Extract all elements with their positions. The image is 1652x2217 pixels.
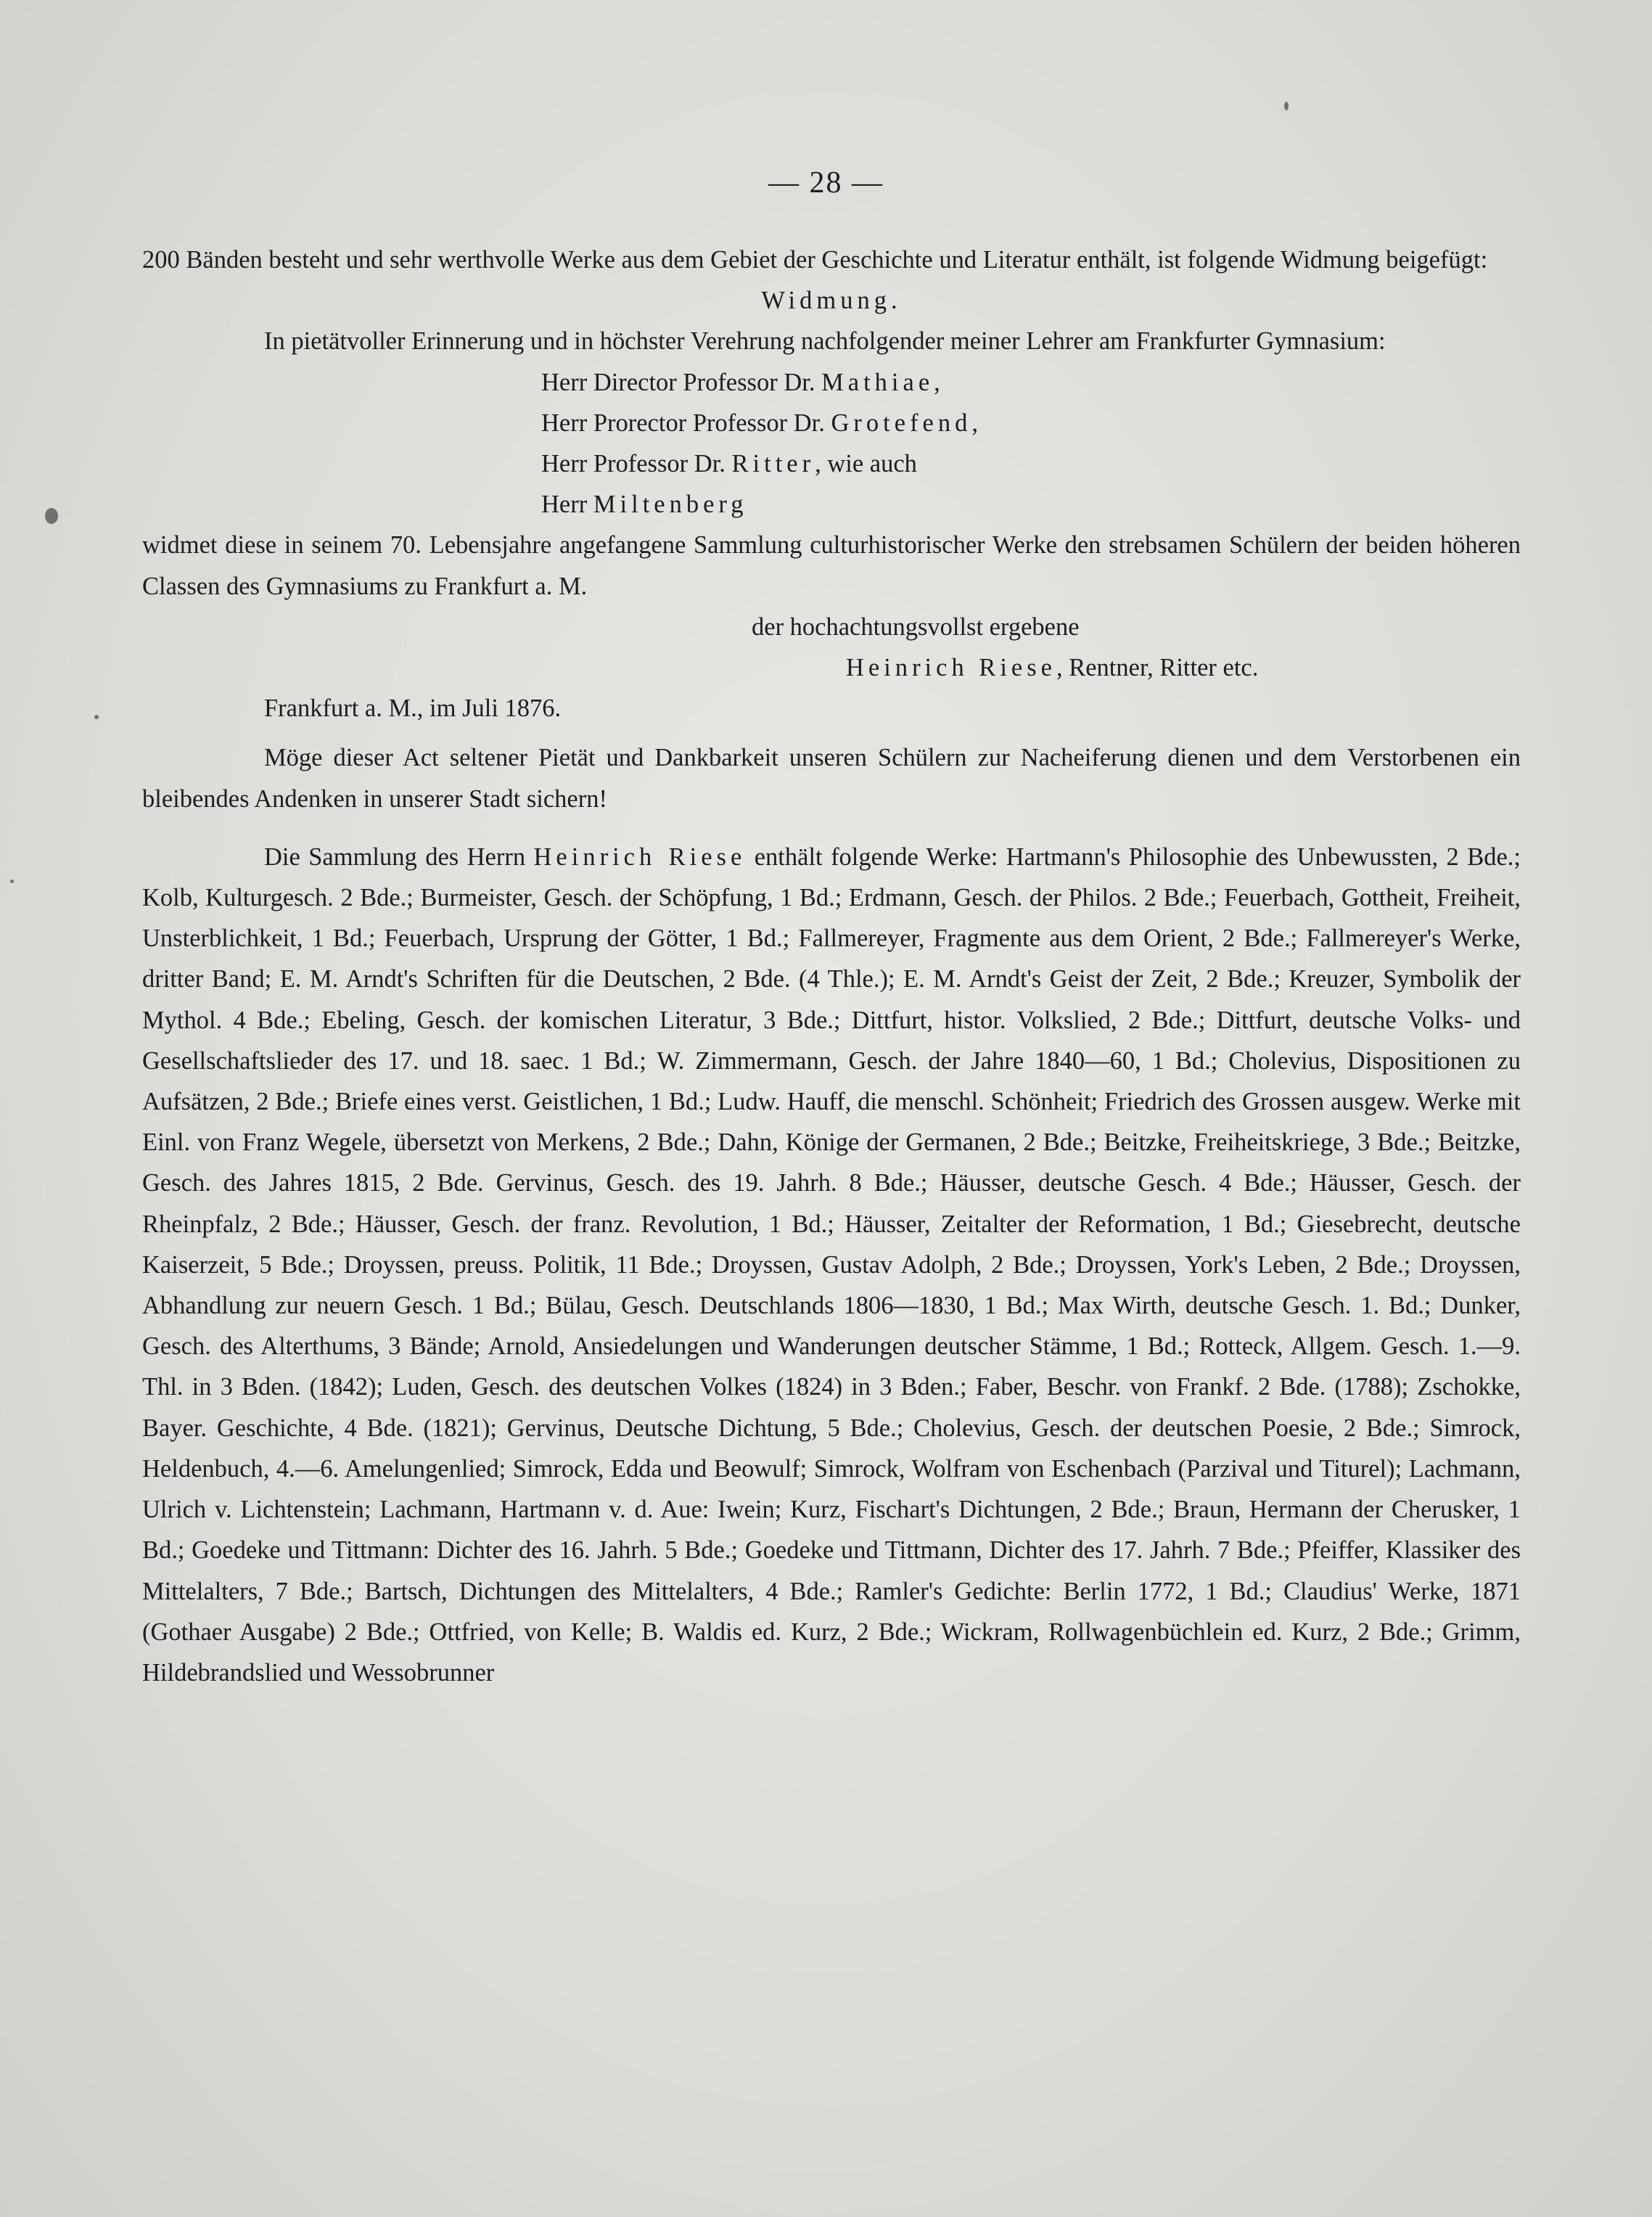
page-text [142,239,1521,1693]
page-number: — 28 — [768,166,884,200]
teacher-name: Miltenberg [593,491,748,519]
scan-speck [1284,102,1289,110]
collection-paragraph: Die Sammlung des Herrn Heinrich Riese enthält folgende Werke: Hartmann's Philosophie des Unbewussten, 2 Bde.; Kolb, Kulturgesch. 2 Bde.; Burmeister, Gesch. der Schöpfung, 1 Bd.; Erdmann, Gesch. der Philos. 2 Bde.; Feuerbach, Gottheit, Freiheit, Unsterblichkeit, 1 Bd.; Feuerbach, Ursprung der Götter, 1 Bd.; Fallmereyer, Fragmente aus dem Orient, 2 Bde.; Fallmereyer's Werke, dritter Band; E. M. Arndt's Schriften für die Deutschen, 2 Bde. (4 Thle.); E. M. Arndt's Geist der Zeit, 2 Bde.; Kreuzer, Symbolik der Mythol. 4 Bde.; Ebeling, Gesch. der komischen Literatur, 3 Bde.; Dittfurt, histor. Volkslied, 2 Bde.; Dittfurt, deutsche Volks- und Gesellschaftslieder des 17. und 18. saec. 1 Bd.; W. Zimmermann, Gesch. der Jahre 1840—60, 1 Bd.; Cholevius, Dispositionen zu Aufsätzen, 2 Bde.; Briefe eines verst. Geistlichen, 1 Bd.; Ludw. Hauff, die menschl. Schönheit; Friedrich des Grossen ausgew. Werke mit Einl. von Franz Wegele, übersetzt von Merkens, 2 Bde.; Dahn, Könige der Germanen, 2 Bde.; Beitzke, Freiheitskriege, 3 Bde.; Beitzke, Gesch. des Jahres 1815, 2 Bde. Gervinus, Gesch. des 19. Jahrh. 8 Bde.; Häusser, deutsche Gesch. 4 Bde.; Häusser, Gesch. der Rheinpfalz, 2 Bde.; Häusser, Gesch. der franz. Revolution, 1 Bd.; Häusser, Zeitalter der Reformation, 1 Bd.; Giesebrecht, deutsche Kaiserzeit, 5 Bde.; Droyssen, preuss. Politik, 11 Bde.; Droyssen, Gustav Adolph, 2 Bde.; Droyssen, York's Leben, 2 Bde.; Droyssen, Abhandlung zur neuern Gesch. 1 Bd.; Bülau, Gesch. Deutschlands 1806—1830, 1 Bd.; Max Wirth, deutsche Gesch. 1. Bd.; Dunker, Gesch. des Alterthums, 3 Bände; Arnold, Ansiedelungen und Wanderungen deutscher Stämme, 1 Bd.; Rotteck, Allgem. Gesch. 1.—9. Thl. in 3 Bden. (1842); Luden, Gesch. des deutschen Volkes (1824) in 3 Bden.; Faber, Beschr. von Frankf. 2 Bde. (1788); Zschokke, Bayer. Geschichte, 4 Bde. (1821); Gervinus, Deutsche Dichtung, 5 Bde.; Cholevius, Gesch. der deutschen Poesie, 2 Bde.; Simrock, Heldenbuch, 4.—6. Amelungenlied; Simrock, Edda und Beowulf; Simrock, Wolfram von Eschenbach (Parzival und Titurel); Lachmann, Ulrich v. Lichtenstein; Lachmann, Hartmann v. d. Aue: Iwein; Kurz, Fischart's Dichtungen, 2 Bde.; Braun, Hermann der Cherusker, 1 Bd.; Goedeke und Tittmann: Dichter des 16. Jahrh. 5 Bde.; Goedeke und Tittmann, Dichter des 17. Jahrh. 7 Bde.; Pfeiffer, Klassiker des Mittelalters, 7 Bde.; Bartsch, Dichtungen des Mittelalters, 4 Bde.; Ramler's Gedichte: Berlin 1772, 1 Bd.; Claudius' Werke, 1871 (Gothaer Ausgabe) 2 Bde.; Ottfried, von Kelle; B. Waldis ed. Kurz, 2 Bde.; Wickram, Rollwagenbüchlein ed. Kurz, 2 Bde.; Grimm, Hildebrandslied und Wessobrunner [142,843,1521,1687]
collector-name: Heinrich Riese [533,843,747,871]
closing-line: der hochachtungsvollst ergebene [752,612,1080,641]
scan-speck [94,715,99,719]
scan-speck [45,508,58,524]
teacher-line: Herr Director Professor Dr. Mathiae, [541,368,940,396]
teacher-name: Ritter [731,450,815,478]
scan-speck [10,880,14,883]
intro-paragraph: 200 Bänden besteht und sehr werthvolle Werke aus dem Gebiet der Geschichte und Literatur enthält, ist folgende Widmung beigefügt: [142,246,1488,274]
teacher-name: Mathiae [821,368,934,396]
dedication-paragraph: widmet diese in seinem 70. Lebensjahre angefangene Sammlung culturhistorischer Werke den strebsamen Schülern der beiden höheren Classen des Gymnasiums zu Frankfurt a. M. [142,531,1521,600]
teacher-line: Herr Prorector Professor Dr. Grotefend, [541,409,978,437]
wish-paragraph: Möge dieser Act seltener Pietät und Dankbarkeit unseren Schülern zur Nacheiferung dienen und dem Verstorbenen ein bleibendes Andenken in unserer Stadt sichern! [142,744,1521,813]
teacher-line: Herr Professor Dr. Ritter, wie auch [541,450,917,478]
widmung-heading: Widmung. [761,287,902,315]
place-date: Frankfurt a. M., im Juli 1876. [264,694,562,723]
signature-line: Heinrich Riese, Rentner, Ritter etc. [846,654,1259,682]
teacher-line: Herr Miltenberg [541,491,748,519]
widmung-lead: In pietätvoller Erinnerung und in höchster Verehrung nachfolgender meiner Lehrer am Frankfurter Gymnasium: [264,327,1386,356]
signature-name: Heinrich Riese [846,654,1056,682]
teacher-name: Grotefend [831,409,972,437]
